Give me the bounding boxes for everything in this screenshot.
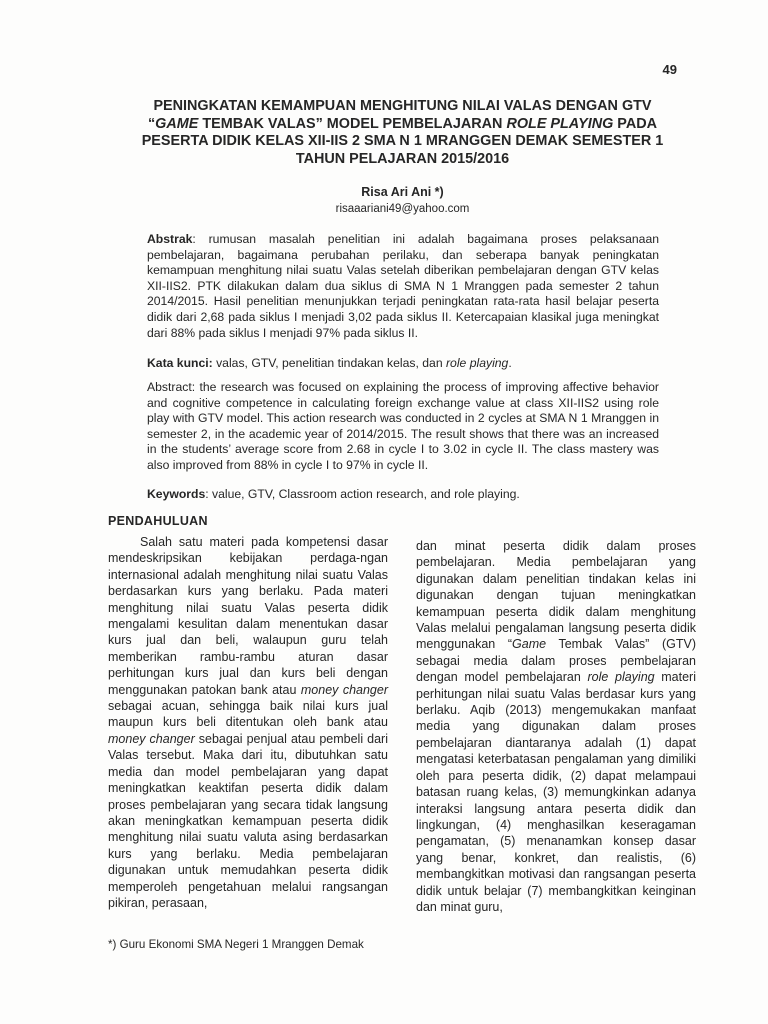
keywords-end: .	[508, 356, 512, 370]
abstract-label: Abstrak	[147, 232, 193, 246]
author-email: risaaariani49@yahoo.com	[335, 203, 470, 215]
body-italic: money changer	[300, 682, 388, 697]
body-text: sebagai acuan, sehingga baik nilai kurs jual maupun kurs beli ditentukan oleh bank atau	[108, 699, 388, 730]
body-italic: Game	[512, 637, 547, 652]
body-text: materi perhitungan nilai suatu Valas berdasar kurs yang berlaku. Aqib (2013) mengemukakan manfaat media yang digunakan dalam proses pembelajaran diantaranya adalah (1) dapat mengatasi keterbatasan pengalaman yang dimiliki oleh para peserta didik, (2) dapat melampaui batasan ruang kelas, (3) memungkinkan adanya interaksi langsung antara peserta didik dan lingkungan, (4) menghasilkan keseragaman pengamatan, (5) menanamkan konsep dasar yang benar, konkret, dan realistis, (6) membangkitkan motivasi dan rangsangan peserta didik untuk belajar (7) membangkitkan keinginan dan minat guru,	[416, 670, 696, 914]
keywords-text: valas, GTV, penelitian tindakan kelas, dan	[212, 356, 446, 370]
footnote: *) Guru Ekonomi SMA Negeri 1 Mranggen Demak	[108, 938, 364, 951]
paper-title	[140, 98, 665, 168]
keywords-indonesian	[147, 356, 659, 372]
title-italic-game: GAME	[155, 115, 199, 132]
keywords-text: : value, GTV, Classroom action research, and role playing.	[205, 487, 520, 501]
body-column-left	[108, 534, 388, 911]
section-heading: PENDAHULUAN	[108, 514, 208, 528]
title-text: TEMBAK VALAS” MODEL PEMBELAJARAN	[198, 115, 507, 132]
body-italic: role playing	[587, 670, 655, 685]
keywords-italic: role playing	[446, 356, 509, 370]
keywords-label: Keywords	[147, 487, 206, 501]
author-name: Risa Ari Ani *)	[361, 185, 444, 199]
body-column-right	[416, 538, 696, 915]
abstract-english: Abstract: the research was focused on explaining the process of improving affective behavior and cognitive competence in calculating foreign exchange value at class XII-IIS2 using role play with GTV model. This action research was conducted in 2 cycles at SMA N 1 Mranggen in semester 2, in the academic year of 2014/2015. The result shows that there was an increased in the students’ average score from 2.68 in cycle I to 3.02 in cycle II. The class mastery was also improved from 88% in cycle I to 97% in cycle II.	[147, 380, 659, 472]
title-text: PENINGKATAN KEMAMPUAN MENGHITUNG NILAI VALAS DENGAN GTV “	[147, 98, 652, 132]
abstract-text: : rumusan masalah penelitian ini adalah bagaimana proses pelaksanaan pembelajaran, bagaimana perubahan perilaku, dan seberapa banyak peningkatan kemampuan menghitung nilai suatu Valas setelah diberikan pembelajaran dengan GTV kelas XII-IIS2. PTK dilakukan dalam dua siklus di SMA N 1 Mranggen pada semester 2 tahun 2014/2015. Hasil penelitian menunjukkan terjadi peningkatan rata-rata hasil belajar peserta didik dari 2,68 pada siklus I menjadi 3,02 pada siklus II. Ketercapaian klasikal juga meningkat dari 88% pada siklus I menjadi 97% pada siklus II.	[147, 232, 659, 340]
body-text: dan minat peserta didik dalam proses pembelajaran. Media pembelajaran yang digunakan dalam penelitian tindakan kelas ini digunakan dengan tujuan meningkatkan kemampuan peserta didik dalam menghitung Valas melalui pengalaman langsung peserta didik menggunakan “	[416, 539, 696, 652]
body-text: Tembak Valas” (GTV) sebagai media dalam proses pembelajaran dengan model pembelajaran	[416, 637, 696, 685]
keywords-label: Kata kunci:	[147, 356, 213, 370]
body-italic: money changer	[108, 731, 195, 746]
keywords-english	[147, 487, 659, 503]
title-italic-role-playing: ROLE PLAYING	[506, 115, 614, 132]
body-text: sebagai penjual atau pembeli dari Valas tersebut. Maka dari itu, dibutuhkan satu media dan model pembelajaran yang dapat meningkatkan keaktifan peserta didik dalam proses pembelajaran yang secara tidak langsung akan meningkatkan kemampuan peserta didik menghitung nilai suatu valuta asing berdasarkan kurs yang berlaku. Media pembelajaran digunakan untuk memudahkan peserta didik memperoleh pengetahuan melalui rangsangan pikiran, perasaan,	[108, 731, 388, 910]
page-number: 49	[662, 62, 677, 77]
title-text: PADA PESERTA DIDIK KELAS XII-IIS 2 SMA N 1 MRANGGEN DEMAK SEMESTER 1 TAHUN PELAJARAN 2015/2016	[141, 115, 664, 167]
abstract-indonesian	[147, 232, 659, 341]
body-text: Salah satu materi pada kompetensi dasar mendeskripsikan kebijakan perdaga-ngan internasional adalah menghitung nilai suatu Valas berdasarkan kurs yang berlaku. Pada materi menghitung nilai suatu Valas peserta didik mengalami kesulitan dalam menentukan dasar kurs jual dan beli, walaupun guru telah memberikan rambu-rambu aturan dasar perhitungan kurs jual dan kurs beli dengan menggunakan patokan bank atau	[108, 535, 388, 697]
